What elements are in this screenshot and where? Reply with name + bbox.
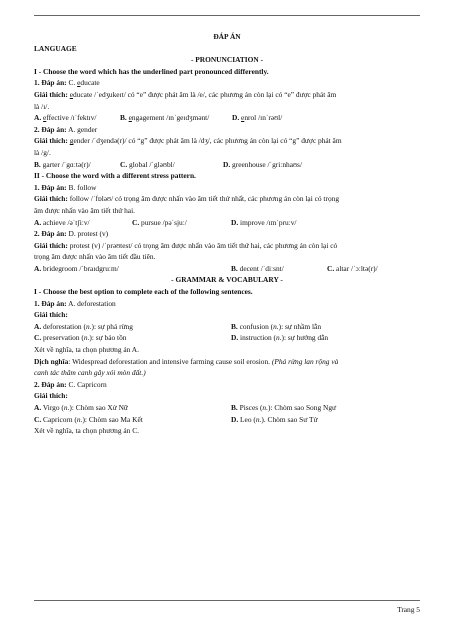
q1-option-d: D. enrol /ɪnˈrəʊl/ xyxy=(232,113,283,123)
g1-option-d: D. instruction (n.): sự hướng dẫn xyxy=(231,333,329,343)
page-number: Trang 5 xyxy=(397,605,420,614)
section-language: LANGUAGE xyxy=(34,43,77,53)
s1-option-a: A. achieve /əˈtʃiːv/ xyxy=(34,217,90,227)
s1-option-d: D. improve /ɪmˈpruːv/ xyxy=(231,217,297,227)
g1-explanation-label: Giải thích: xyxy=(34,310,68,320)
s1-option-c: C. pursue /pəˈsjuː/ xyxy=(132,217,187,227)
g2-options-row2 xyxy=(34,414,420,426)
g1-options-row2 xyxy=(34,332,420,344)
s2-answer: 2. Đáp án: D. protest (v) xyxy=(34,229,109,239)
s2-explanation-line1: Giải thích: protest (v) /ˈprəʊtest/ có trọng âm được nhấn vào âm tiết thứ hai, các phương án còn lại có xyxy=(34,240,338,250)
g1-translation-line2: canh tác thâm canh gây xói mòn đất.) xyxy=(34,368,146,378)
q1-option-b: B. engagement /ɪnˈgeɪdʒmənt/ xyxy=(120,113,210,123)
q2-explanation-line1: Giải thích: gender /ˈdʒendə(r)/ có “g” được phát âm là /dʒ/, các phương án còn lại có “g” được phát âm xyxy=(34,136,342,146)
part1-heading: I - Choose the word which has the underlined part pronounced differently. xyxy=(34,66,269,76)
grammar-heading: - GRAMMAR & VOCABULARY - xyxy=(171,275,283,285)
q1-answer: 1. Đáp án: C. educate xyxy=(34,78,100,88)
s2-explanation-line2: trọng âm được nhấn vào âm tiết đầu tiên. xyxy=(34,252,156,262)
g2-option-c: C. Capricorn (n.): Chòm sao Ma Kết xyxy=(34,414,143,424)
q1-option-a: A. effective /ɪˈfektɪv/ xyxy=(34,113,97,123)
q2-option-d: D. greenhouse /ˈgriːnhaʊs/ xyxy=(223,159,302,169)
g1-options-row1 xyxy=(34,321,420,333)
page-title: ĐÁP ÁN xyxy=(213,32,241,41)
g2-conclusion: Xét về nghĩa, ta chọn phương án C. xyxy=(34,426,139,436)
q2-option-c: C. global /ˈgləʊbl/ xyxy=(120,159,175,169)
s2-option-c: C. altar /ˈɔːltə(r)/ xyxy=(327,263,378,273)
s1-options xyxy=(34,217,420,229)
q1-options xyxy=(34,112,420,124)
pronunciation-heading: - PRONUNCIATION - xyxy=(190,55,264,65)
q1-explanation-line2: là /ɪ/. xyxy=(34,101,50,111)
s2-option-a: A. bridegroom /ˈbraɪdgruːm/ xyxy=(34,263,119,273)
g2-option-b: B. Pisces (n.): Chòm sao Song Ngư xyxy=(231,403,337,412)
s1-explanation-line1: Giải thích: follow /ˈfɒləʊ/ có trọng âm được nhấn vào âm tiết thứ nhất, các phương án còn lại có trọng xyxy=(34,194,340,204)
s2-options xyxy=(34,263,420,275)
g1-answer: 1. Đáp án: A. deforestation xyxy=(34,298,116,308)
footer-rule xyxy=(34,600,420,601)
g2-option-a: A. Virgo (n.): Chòm sao Xử Nữ xyxy=(34,403,128,412)
part2-heading: II - Choose the word with a different stress pattern. xyxy=(34,171,196,181)
s2-option-b: B. decent /ˈdiːsnt/ xyxy=(231,263,284,273)
q2-options xyxy=(34,159,420,171)
g2-options-row1 xyxy=(34,402,420,414)
g1-translation-line1: Dịch nghĩa: Widespread deforestation and intensive farming cause soil erosion. (Phá rừng lan rộng và xyxy=(34,356,339,366)
q1-explanation-line1: Giải thích: educate /ˈedʒukeɪt/ có “e” được phát âm là /e/, các phương án còn lại có “e” được phát âm xyxy=(34,89,337,99)
document-page xyxy=(34,0,420,637)
g2-answer: 2. Đáp án: C. Capricorn xyxy=(34,379,107,389)
g2-explanation-label: Giải thích: xyxy=(34,391,68,401)
g1-option-a: A. deforestation (n.): sự phá rừng xyxy=(34,321,133,331)
q2-explanation-line2: là /g/. xyxy=(34,147,51,157)
s1-answer: 1. Đáp án: B. follow xyxy=(34,182,97,192)
q2-option-b: B. garter /ˈgɑːtə(r)/ xyxy=(34,159,91,169)
part3-heading: I - Choose the best option to complete each of the following sentences. xyxy=(34,287,253,297)
answer-key-content xyxy=(34,31,420,437)
s1-explanation-line2: âm được nhấn vào âm tiết thứ hai. xyxy=(34,205,135,215)
g2-option-d: D. Leo (n.). Chòm sao Sư Tử xyxy=(231,414,318,424)
q2-answer: 2. Đáp án: A. gender xyxy=(34,124,98,134)
g1-conclusion: Xét về nghĩa, ta chọn phương án A. xyxy=(34,345,139,355)
g1-option-c: C. preservation (n.): sự bảo tồn xyxy=(34,333,127,343)
g1-option-b: B. confusion (n.): sự nhầm lẫn xyxy=(231,321,322,331)
